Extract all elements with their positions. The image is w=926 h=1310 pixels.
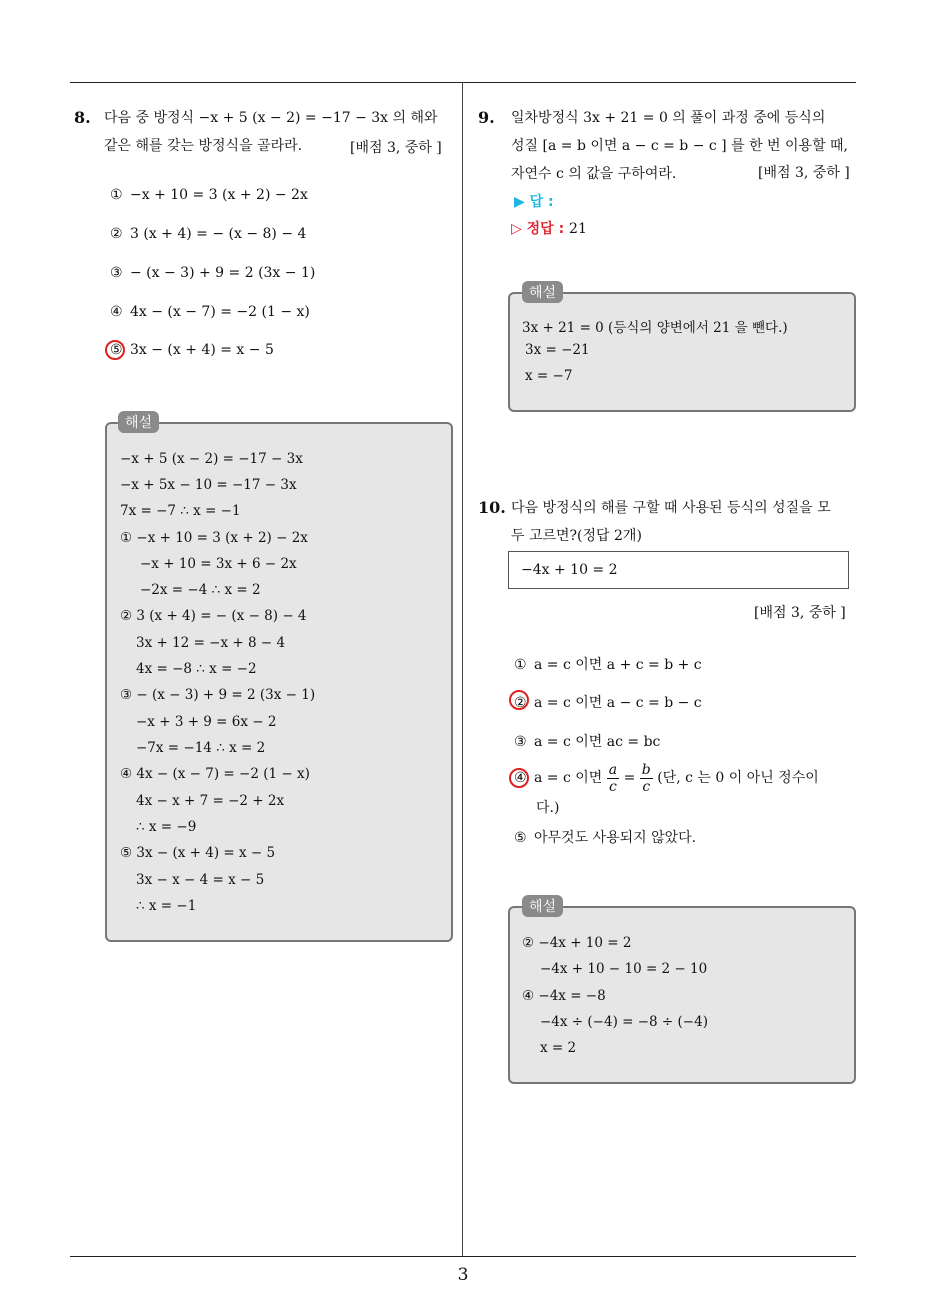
option-4-wrap: 다.) <box>536 800 560 816</box>
option-3[interactable] <box>110 265 315 281</box>
option-2[interactable] <box>110 226 306 242</box>
question-text-line: 두 고르면?(정답 2개) <box>511 528 642 544</box>
score-label: [배점 3, 중하 ] <box>758 165 850 181</box>
score-label: [배점 3, 중하 ] <box>754 605 846 621</box>
explanation-tag: 해설 <box>522 895 563 917</box>
option-mark: ① <box>110 187 123 203</box>
explanation-line: 3x = −21 <box>525 342 590 358</box>
option-mark: ③ <box>514 734 527 750</box>
explanation-line: 3x − x − 4 = x − 5 <box>136 872 265 888</box>
page-number: 3 <box>457 1265 469 1285</box>
question-text-line: 다음 중 방정식 −x + 5 (x − 2) = −17 − 3x 의 해와 <box>104 110 438 126</box>
option-mark: ③ <box>110 265 123 281</box>
option-text: − (x − 3) + 9 = 2 (3x − 1) <box>130 265 316 281</box>
explanation-line: ∴ x = −9 <box>136 819 197 835</box>
explanation-line: 4x = −8 ∴ x = −2 <box>136 661 257 677</box>
option-text: (단, c 는 0 이 아닌 정수이 <box>657 770 819 786</box>
explanation-line: x = −7 <box>525 368 573 384</box>
question-text-line: 자연수 c 의 값을 구하여라. <box>511 166 677 182</box>
explanation-line: −4x ÷ (−4) = −8 ÷ (−4) <box>540 1014 708 1030</box>
explanation-line: ∴ x = −1 <box>136 898 197 914</box>
answer-circle-mark <box>509 690 529 710</box>
bottom-rule <box>70 1256 856 1257</box>
explanation-line: −2x = −4 ∴ x = 2 <box>140 582 261 598</box>
option-mark: ② <box>110 226 123 242</box>
option-4[interactable] <box>110 304 310 320</box>
explanation-line: ⑤ 3x − (x + 4) = x − 5 <box>120 845 276 861</box>
explanation-line: ① −x + 10 = 3 (x + 2) − 2x <box>120 530 308 546</box>
option-mark: ② <box>514 695 527 711</box>
explanation-line: −x + 10 = 3x + 6 − 2x <box>140 556 297 572</box>
option-text: −x + 10 = 3 (x + 2) − 2x <box>130 187 308 203</box>
question-text-line: 다음 방정식의 해를 구할 때 사용된 등식의 성질을 모 <box>511 500 831 516</box>
question-number: 10. <box>478 498 506 517</box>
question-number: 8. <box>74 108 91 127</box>
explanation-line: ② 3 (x + 4) = − (x − 8) − 4 <box>120 608 307 624</box>
explanation-line: ④ −4x = −8 <box>522 988 606 1004</box>
fraction-b-over-c <box>640 762 653 795</box>
question-text-line: 같은 해를 갖는 방정식을 골라라. <box>104 138 303 154</box>
explanation-line: −x + 5x − 10 = −17 − 3x <box>120 477 297 493</box>
answer-label: ▶ 답 : <box>514 194 554 210</box>
column-divider <box>462 82 463 1257</box>
answer-circle-mark <box>105 340 125 360</box>
equals-sign: = <box>623 770 636 786</box>
explanation-line: −7x = −14 ∴ x = 2 <box>136 740 266 756</box>
explanation-tag: 해설 <box>118 411 159 433</box>
question-text-line: 일차방정식 3x + 21 = 0 의 풀이 과정 중에 등식의 <box>511 110 826 126</box>
explanation-line: 3x + 21 = 0 (등식의 양변에서 21 을 뺀다.) <box>522 320 788 336</box>
option-text: a = c 이면 a + c = b + c <box>534 657 702 673</box>
option-mark: ⑤ <box>110 342 123 358</box>
question-number: 9. <box>478 108 495 127</box>
option-mark: ④ <box>514 770 527 786</box>
explanation-tag: 해설 <box>522 281 563 303</box>
fraction-numerator: a <box>608 761 618 778</box>
option-5[interactable] <box>514 827 696 847</box>
answer-circle-mark <box>509 768 529 788</box>
top-rule <box>70 82 856 83</box>
option-5[interactable] <box>110 342 274 358</box>
explanation-line: 4x − x + 7 = −2 + 2x <box>136 793 285 809</box>
correct-answer <box>511 218 587 238</box>
option-3[interactable] <box>514 731 660 751</box>
question-text-line: 성질 [a = b 이면 a − c = b − c ] 를 한 번 이용할 때, <box>511 138 849 154</box>
option-text: a = c 이면 <box>534 770 603 786</box>
explanation-line: x = 2 <box>540 1040 577 1056</box>
option-1[interactable] <box>110 187 308 203</box>
explanation-line: −4x + 10 − 10 = 2 − 10 <box>540 961 708 977</box>
fraction-numerator: b <box>641 761 651 778</box>
option-text: a = c 이면 ac = bc <box>534 734 661 750</box>
option-mark: ① <box>514 657 527 673</box>
correct-answer-value: 21 <box>569 221 587 237</box>
option-mark: ④ <box>110 304 123 320</box>
option-2[interactable] <box>514 692 702 712</box>
explanation-line: −x + 3 + 9 = 6x − 2 <box>136 714 277 730</box>
option-1[interactable] <box>514 654 702 674</box>
explanation-line: −x + 5 (x − 2) = −17 − 3x <box>120 451 303 467</box>
explanation-line: ③ − (x − 3) + 9 = 2 (3x − 1) <box>120 687 316 703</box>
option-text: 3 (x + 4) = − (x − 8) − 4 <box>130 226 307 242</box>
score-label: [배점 3, 중하 ] <box>350 140 442 156</box>
explanation-box <box>105 422 453 942</box>
fraction-a-over-c <box>607 762 619 795</box>
explanation-line: 3x + 12 = −x + 8 − 4 <box>136 635 286 651</box>
option-text: 4x − (x − 7) = −2 (1 − x) <box>130 304 310 320</box>
fraction-denominator: c <box>642 778 651 795</box>
equation-box <box>508 551 849 589</box>
option-text: 3x − (x + 4) = x − 5 <box>130 342 274 358</box>
option-4[interactable] <box>514 760 819 796</box>
explanation-line: ④ 4x − (x − 7) = −2 (1 − x) <box>120 766 310 782</box>
equation-text: −4x + 10 = 2 <box>521 562 618 578</box>
explanation-line: ② −4x + 10 = 2 <box>522 935 632 951</box>
fraction-denominator: c <box>609 778 617 795</box>
option-text: a = c 이면 a − c = b − c <box>534 695 702 711</box>
explanation-line: 7x = −7 ∴ x = −1 <box>120 503 241 519</box>
option-mark: ⑤ <box>514 830 527 846</box>
correct-answer-label: ▷ 정답 : <box>511 221 565 237</box>
question-text <box>511 494 859 550</box>
option-text: 아무것도 사용되지 않았다. <box>534 830 697 846</box>
